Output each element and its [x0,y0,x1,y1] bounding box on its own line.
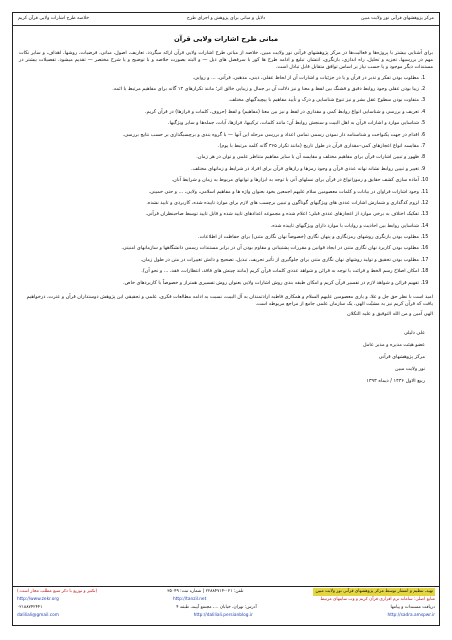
principle-item: 12. لزوم کدگذاری و شمارش اشارات عددی های ویژگیهای گوناگون و تبیین برچسب های لازم برای موارد تاییده شده، کاربردی و تایید نشده. [19,200,419,207]
principle-item: 6. اقدام در جهت یکنواخت و شناسنامه دار نمودن رسمی تمامی اعداد و بررسی مرحله این آنها — با گروه بندی و برچسبگذاری بر حسب نتایج بررسی. [19,132,419,139]
footer-mobile: ۰۲۱۸۸۷۴۲۴۴۱ [17,605,43,610]
principle-item: 5. شناسایی موارد و اشارات قرآن به اهل البیت و سنجش روابط آن؛ مانند کلمات، ترکیبها، فرازها، آیات، جمله‌ها و سایر ویژگیها. [19,120,419,127]
footer-sources: منابع اصلی: سامانه نرم افزاری قرآن کریم و وب سایتهای مرتبط [320,597,435,602]
principle-item: 7. مقایسه انواع اعجازهای کمی–مقداری قرآن در طول تاریخ (مانند تکرار ۳۶۵ گانه کلمه مرتبط با یوم). [19,143,419,150]
footer-copy-note: (تکثیر و توزیع با ذکر منبع مطلب مجاز است.) [17,589,98,594]
signature-name: علی دلیلی [403,329,425,336]
signature-org-name: نور ولایت مبین [395,365,425,372]
footer-email[interactable]: daliliali@gmail.com [17,613,59,618]
principle-item: 18. امکان اصلاح رسم الخط و قرائت با توجه به قرائن و شواهد عددی کلمات قرآن کریم (مانند چینش های فاقد، انتظارات، فقد، ... و نحو آن). [19,268,419,275]
page-title: مبانی طرح اشارات ولایی قرآن [173,35,279,43]
closing-section [19,294,433,318]
intro-paragraph: برای آشنایی بیشتر با پروژه‌ها و فعالیت‌ها در مرکز پژوهشهای قرآنی نور ولایت مبین، خلاصه از مبانی طرح اشارات ولایی قرآن ارائه میگردد. تعاریف، اصول، مبانی، فرضیات، روشها، اهداف، و سایر نکات مهم در بررسیها، تجزیه و تحلیل، راه اندازی، بازنگری، انتشار، تبلیغ و ادامه طرح ها کور با سرفصل های ذیل — و البته بصورت خلاصه و با توضیح و یا شرح مختصر — تقدیم میشود. تفصیلات بیشتر در مستندات دیگر موجود و یا حسب نیاز بر اساس توافق متقابل قابل تبادل است. [19,50,433,71]
principle-item: 9. تغییر و تبیین روابط نشانه نهانه عددی قرآن و وجود رمزها و رازهای قرآن برای افراد در شرایط و زمانهای مختلف. [19,166,419,173]
principle-item: 17. مطلوب بودن تحقیق و تولید روشهای نهان نگاری متنی برای جلوگیری از تأثیر تحریف، تبدیل، تصحیح و دانش تغییرات در متن در طول زمان. [19,257,419,264]
principle-item: 4. تعریف و بررسی و شناسایی انواع روابط کمی و مقداری در لفظ و نیز بین معنا (مفاهیم) و لفظ (حروف، کلمات و فرازها) در قرآن کریم. [19,109,419,116]
header-center: دلایل و مبانی برای پژوهش و اجرای طرح [186,16,266,21]
footer-address: آدرس: تهران، خیابان ...، مجتمع آیینه، طبقه ۴ [176,605,257,610]
main-content [13,50,439,385]
principle-item: 19. تفهیم قرائن و شواهد لازم در تفسیر قرآن کریم و امکان طبقه بندی روش اشارات ولایی بعنوان روش تفسیری همتراز و خصوصاً با کاربردهای خاص. [19,280,419,287]
principle-item: 1. مطلوب بودن تفکر و تدبر در قرآن و یا در جزئیات و اشارات آن از لحاظ عقلی، دینی، مذهبی، قرآنی، ... و روایی. [19,75,419,82]
header-divider [13,25,439,26]
footer-link-tanzil[interactable]: http://tanzil.net [173,597,207,602]
footer-phone-reg: تلفن: ۰۲۱-۲۲۸۸۴۷۱۴ | شماره ثبت: ۳۵۰۴۹ [167,589,244,594]
page-header [13,13,439,22]
header-right: مرکز پژوهشهای قرآنی نور ولایت مبین [360,16,434,21]
signature-block [19,330,433,385]
principles-list [19,75,433,287]
principle-item: 11. وجود اشارات فراوان در بیانات و کلمات معصومین سلام علیهم اجمعین بخود بعنوان واژه ها و مفاهیم اسلامی، ولایی، ... و حتی خمینی. [19,189,419,196]
principle-item: 3. متفاوت بودن سطوح عقل بشر و نیز تنوع شناسایی و درک و تأیید مفاهیم با پیچیدگیهای مختلف. [19,97,419,104]
signature-date: ربیع الاول ۱۴۳۶ / دیماه ۱۳۹۳ [366,377,425,384]
footer-row-2 [17,596,435,604]
document-page [12,12,440,606]
principle-item: 2. زیبا بودن عقلی وجود روابط دقیق و قشنگ بین لفظ و معنا و نیز دلالت آن بر جمال و زیبایی خالق اثر؛ مانند تکرارهای ۱۴ گانه برای مفاهیم مرتبط با ائمه. [19,86,419,93]
principle-item: 16. مطلوب بودن کاربرد نهان نگاری متنی در ایجاد قوانین و مقررات پشتیبانی و مقاوم بودن آن در برابر مستندات رسمی دانشگاهها و سازمانهای امنیتی. [19,245,419,252]
footer-link-sadra[interactable]: http://sadra.amspwr.ir [387,613,435,618]
closing-prayer: الهی آمین و من الله التوفیق و علیه التکلان [347,310,433,317]
principle-item: 13. تفکیک اختلاف به برخی موارد از اعجازهای عددی قبلی؛ اعلام شده و مجموعه اعدادهای تایید شده و قابل تایید توسط صاحبنظران قرآنی. [19,211,419,218]
footer-row-3 [17,604,435,612]
footer-link-zekr[interactable]: http://www.zekr.org [17,597,59,602]
header-left: خلاصه طرح اشارات ولایی قرآن کریم [17,16,90,21]
footer-contact-label: دریافت مستندات و پیامها [390,605,435,610]
footer-row-1 [17,588,435,596]
principle-item: 8. ظهور و تبیین اشارات قرآن برای مفاهیم مختلف و مقایسه آن با سایر مفاهیم متناظر علمی و توان در هر زمان. [19,154,419,161]
principle-item: 10. آماده سازی کشف حقایق و رموزانواع در قرآن برای نسلهای آتی با توجه به ابزارها و توانهای مربوط به زمان و شرایط آنان. [19,177,419,184]
closing-paragraph: امید است با نظر حق جل و علا، و یاری معصومین علیهم السلام و همکاری قاطبه ارادتمندان به آل البیت، نسبت به ادامه مطالعات فکری، علمی و تحقیقی این پژوهش دوستداران قرآن و عترت، درخواهیم یافت که قرآن کریم نیز به مشیّت الهی، یک سازمان علمی جامع از مراجع مربوطه است. [26,293,433,307]
footer-publisher: تهیه، تنظیم و انتشار توسط مرکز پژوهشهای قرآنی نور ولایت مبین [315,589,433,594]
signature-role: عضو هیئت مدیره و مدیر عامل [363,341,425,348]
principle-item: 15. مطلوب بودن بازنگری روشهای رمزنگاری و پنهان نگاری (خصوصاً نهان نگاری متنی) برای حفاظت از اطلاعات. [19,234,419,241]
principle-item: 14. شناسایی روابط بین احادیث و روایات با موارد دارای ویژگیهای تاییده شده. [19,223,419,230]
footer-link-blog[interactable]: http://daliliali.persianblog.ir [193,613,253,618]
footer-row-4 [17,612,435,620]
page-footer [12,586,440,626]
signature-org: مرکز پژوهشهای قرآنی [378,353,425,360]
